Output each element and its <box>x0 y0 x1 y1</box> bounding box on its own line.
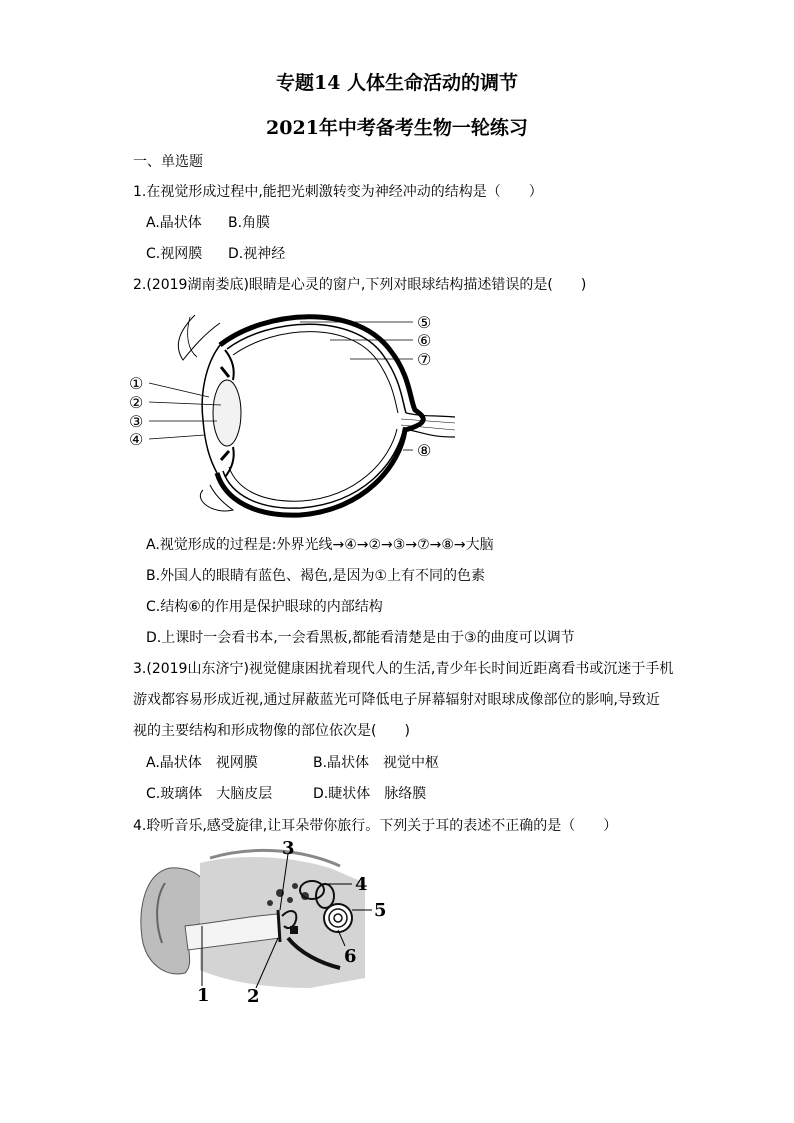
question-2-stem: 2.(2019湖南娄底)眼睛是心灵的窗户,下列对眼球结构描述错误的是( ) <box>133 277 587 293</box>
q1-option-d: D.视神经 <box>228 246 286 262</box>
question-3-stem-line-2: 游戏都容易形成近视,通过屏蔽蓝光可降低电子屏幕辐射对眼球成像部位的影响,导致近 <box>133 692 660 708</box>
eye-label-8: ⑧ <box>417 441 432 460</box>
eye-label-2: ② <box>129 393 144 412</box>
ear-label-6: 6 <box>344 946 357 967</box>
ear-diagram <box>130 838 392 1008</box>
q2-option-b: B.外国人的眼睛有蓝色、褐色,是因为①上有不同的色素 <box>146 568 486 584</box>
ear-label-3: 3 <box>282 838 295 859</box>
question-3-stem-line-3: 视的主要结构和形成物像的部位依次是( ) <box>133 723 410 739</box>
eye-label-7: ⑦ <box>417 350 432 369</box>
q1-option-a: A.晶状体 <box>146 215 202 231</box>
ear-label-2: 2 <box>247 986 260 1007</box>
eye-diagram <box>125 305 455 527</box>
eye-label-4: ④ <box>129 430 144 449</box>
page-subtitle: 2021年中考备考生物一轮练习 <box>266 117 528 139</box>
question-3-stem-line-1: 3.(2019山东济宁)视觉健康困扰着现代人的生活,青少年长时间近距离看书或沉迷于手机 <box>133 661 674 677</box>
question-1-stem: 1.在视觉形成过程中,能把光刺激转变为神经冲动的结构是（ ） <box>133 184 543 200</box>
question-4-stem: 4.聆听音乐,感受旋律,让耳朵带你旅行。下列关于耳的表述不正确的是（ ） <box>133 818 618 834</box>
section-heading: 一、单选题 <box>133 154 203 170</box>
ear-label-1: 1 <box>197 985 210 1006</box>
q1-option-c: C.视网膜 <box>146 246 203 262</box>
q3-option-a: A.晶状体 视网膜 <box>146 755 258 771</box>
q3-option-b: B.晶状体 视觉中枢 <box>313 755 440 771</box>
q2-option-a: A.视觉形成的过程是:外界光线→④→②→③→⑦→⑧→大脑 <box>146 537 494 553</box>
q2-option-d: D.上课时一会看书本,一会看黑板,都能看清楚是由于③的曲度可以调节 <box>146 630 575 646</box>
q3-option-c: C.玻璃体 大脑皮层 <box>146 786 273 802</box>
ear-label-4: 4 <box>355 874 368 895</box>
eye-label-6: ⑥ <box>417 331 432 350</box>
ear-label-5: 5 <box>374 900 387 921</box>
eye-label-3: ③ <box>129 412 144 431</box>
eye-label-1: ① <box>129 374 144 393</box>
q2-option-c: C.结构⑥的作用是保护眼球的内部结构 <box>146 599 383 615</box>
q1-option-b: B.角膜 <box>228 215 271 231</box>
page-title: 专题14 人体生命活动的调节 <box>275 72 519 94</box>
q3-option-d: D.睫状体 脉络膜 <box>313 786 427 802</box>
eye-label-5: ⑤ <box>417 313 432 332</box>
